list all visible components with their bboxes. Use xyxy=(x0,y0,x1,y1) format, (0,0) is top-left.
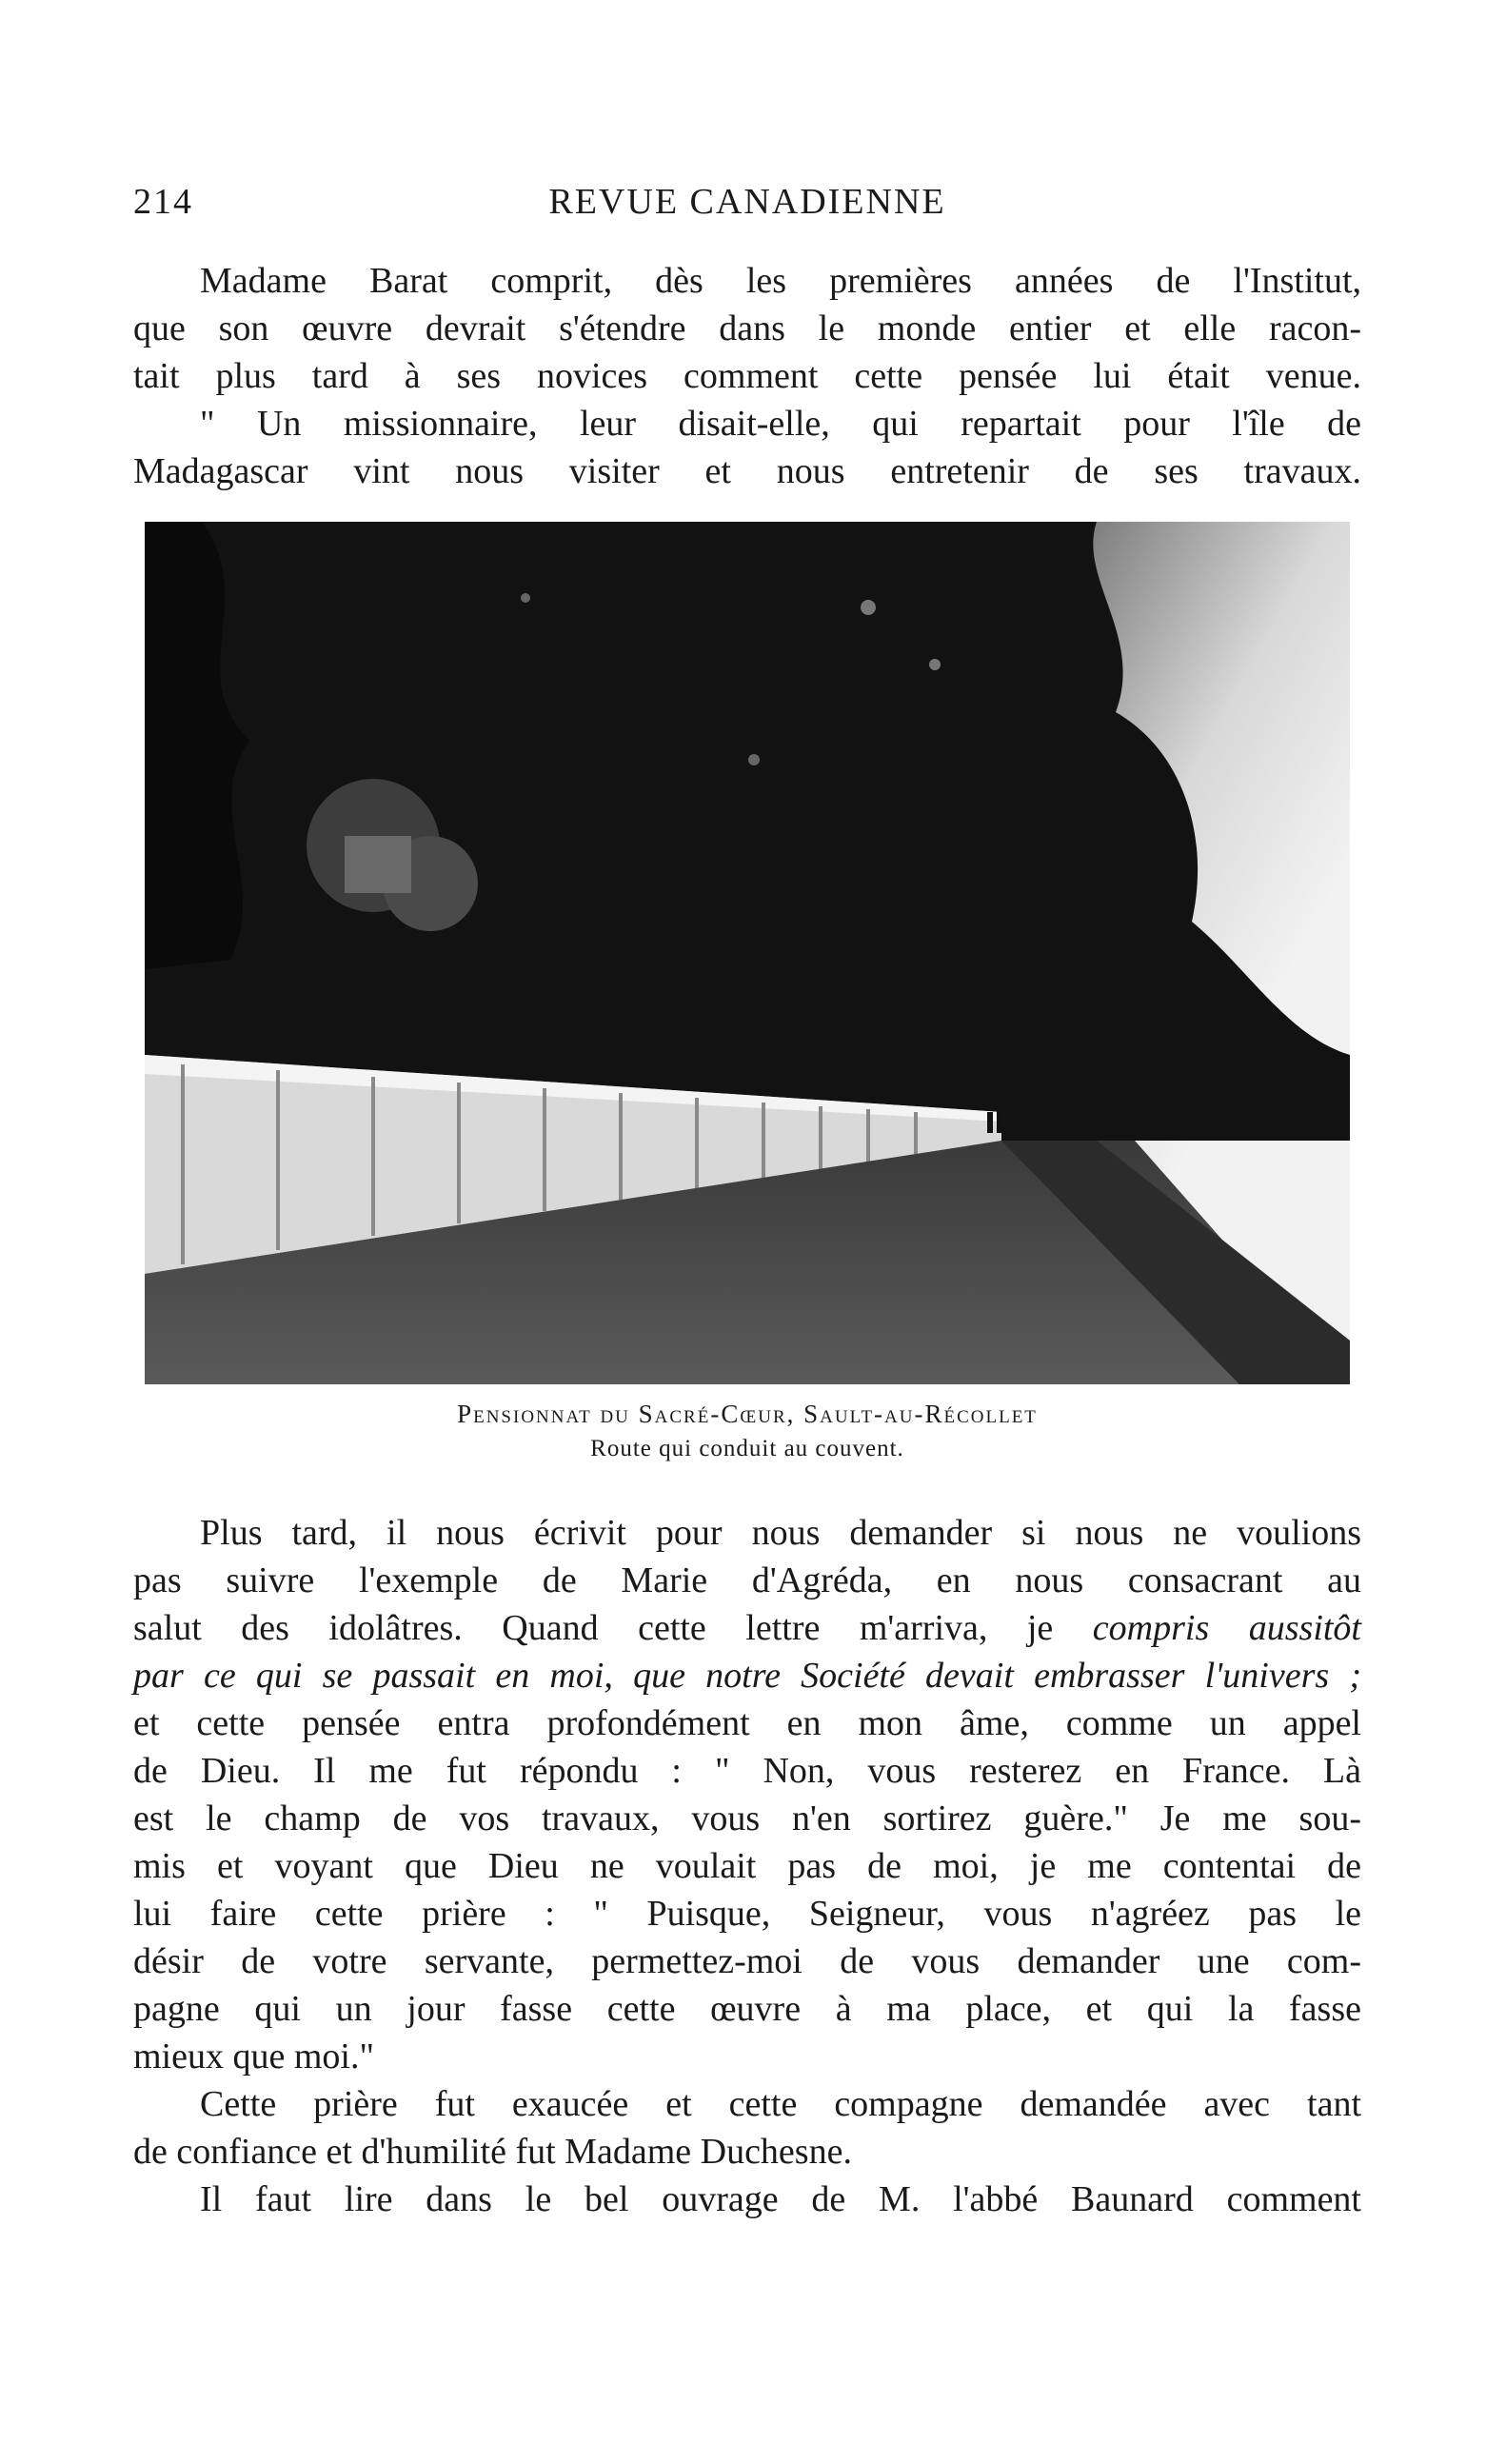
text-line: Il faut lire dans le bel ouvrage de M. l'abbé Baunard comment xyxy=(200,2179,1361,2219)
running-head xyxy=(133,181,1361,229)
page-number: 214 xyxy=(133,182,193,222)
text-line: lui faire cette prière : " Puisque, Seigneur, vous n'agréez pas le xyxy=(133,1894,1361,1934)
text-line: mis et voyant que Dieu ne voulait pas de moi, je me contentai de xyxy=(133,1846,1361,1886)
text-line xyxy=(133,1652,1361,1699)
photograph-tree-lined-road xyxy=(145,522,1350,1384)
figure-caption-subtitle: Route qui conduit au couvent. xyxy=(590,1436,904,1461)
text-line: pagne qui un jour fasse cette œuvre à ma place, et qui la fasse xyxy=(133,1989,1361,2029)
text-line: pas suivre l'exemple de Marie d'Agréda, en nous consacrant au xyxy=(133,1560,1361,1600)
text-line: Madame Barat comprit, dès les premières années de l'Institut, xyxy=(200,261,1361,301)
text-line: de confiance et d'humilité fut Madame Duchesne. xyxy=(133,2132,852,2172)
text-line: est le champ de vos travaux, vous n'en sortirez guère." Je me sou- xyxy=(133,1798,1361,1838)
italic-span: compris aussitôt xyxy=(1092,1608,1361,1648)
text-line xyxy=(133,1604,1361,1652)
text-line: mieux que moi." xyxy=(133,2037,374,2077)
italic-span: par ce qui se passait en moi, que notre Société devait embrasser l'univers ; xyxy=(133,1656,1361,1696)
text-line: tait plus tard à ses novices comment cette pensée lui était venue. xyxy=(133,356,1361,396)
text-line: et cette pensée entra profondément en mon âme, comme un appel xyxy=(133,1703,1361,1743)
text-line: de Dieu. Il me fut répondu : " Non, vous resterez en France. Là xyxy=(133,1751,1361,1791)
text-span: salut des idolâtres. Quand cette lettre m'arriva, je xyxy=(133,1608,1093,1648)
text-line: désir de votre servante, permettez-moi de vous demander une com- xyxy=(133,1941,1361,1981)
text-line: Madagascar vint nous visiter et nous entretenir de ses travaux. xyxy=(133,451,1361,491)
text-line: " Un missionnaire, leur disait-elle, qui repartait pour l'île de xyxy=(200,404,1361,444)
text-line: Plus tard, il nous écrivit pour nous demander si nous ne voulions xyxy=(200,1513,1361,1553)
figure-caption-title: Pensionnat du Sacré-Cœur, Sault-au-Récollet xyxy=(457,1400,1038,1428)
journal-title: REVUE CANADIENNE xyxy=(548,182,946,222)
text-line: Cette prière fut exaucée et cette compagne demandée avec tant xyxy=(200,2084,1361,2124)
text-line: que son œuvre devrait s'étendre dans le monde entier et elle racon- xyxy=(133,308,1361,348)
